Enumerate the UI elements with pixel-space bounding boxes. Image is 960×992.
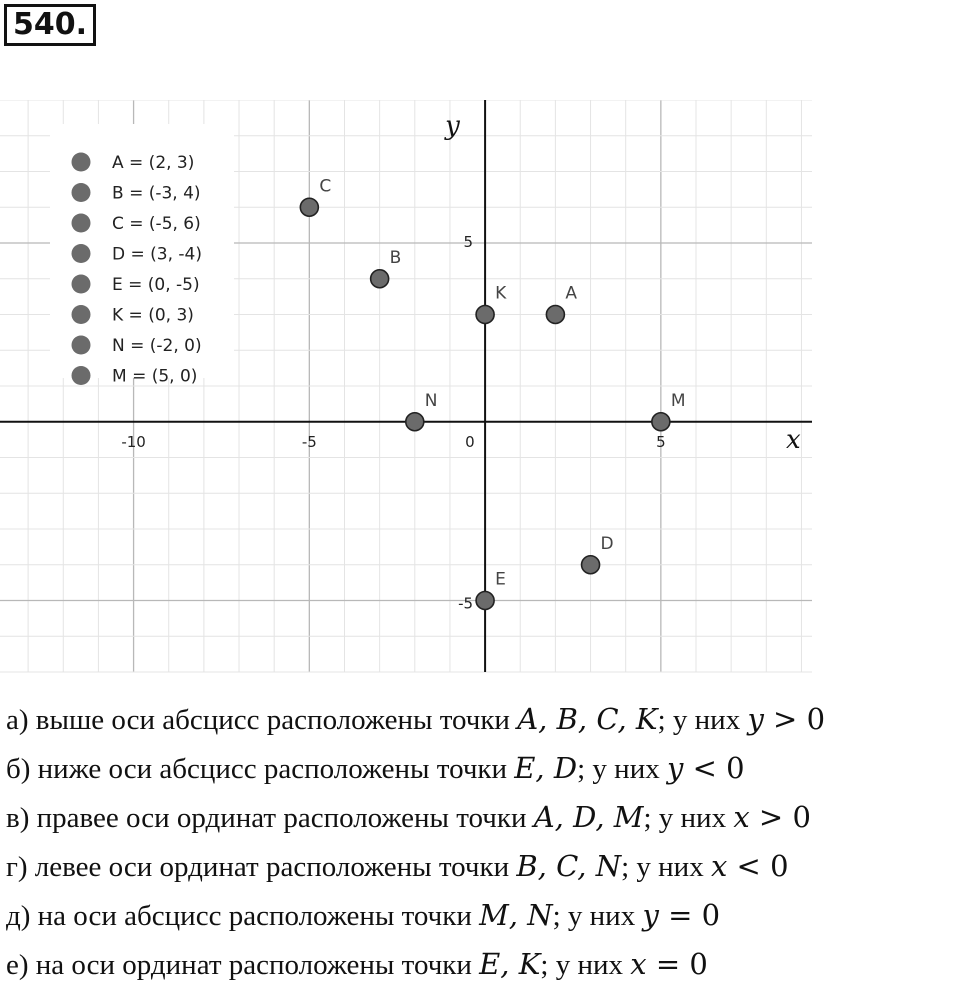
answer-text: в) правее оси ординат расположены точки: [6, 802, 534, 834]
x-tick-label: -5: [301, 432, 317, 451]
answer-operator: <: [727, 849, 771, 883]
answer-points: M, N: [479, 898, 553, 932]
y-axis-label: y: [445, 111, 460, 141]
legend-marker: [72, 275, 91, 294]
point-label: N: [424, 390, 438, 411]
legend-entry: M = (5, 0): [112, 366, 198, 387]
answer-d: [6, 842, 956, 891]
data-point-e: [476, 592, 494, 610]
x-tick-label: 0: [465, 432, 475, 451]
answer-text: е) на оси ординат расположены точки: [6, 949, 480, 981]
legend-marker: [72, 305, 91, 324]
answer-points: B, C, N: [516, 849, 622, 883]
answer-points: A, D, M: [533, 800, 644, 834]
answer-text: ; у них: [621, 851, 711, 883]
answer-value: 0: [701, 898, 721, 932]
answer-text: ; у них: [643, 802, 734, 834]
answer-text: ; у них: [577, 753, 667, 785]
legend-entry: E = (0, -5): [112, 275, 200, 295]
answer-value: 0: [770, 849, 789, 883]
point-label: C: [319, 176, 332, 197]
legend-entry: K = (0, 3): [112, 305, 194, 326]
data-point-n: [406, 413, 424, 431]
answer-points: E, K: [479, 947, 541, 981]
answer-operator: =: [646, 947, 690, 981]
answer-text: б) ниже оси абсцисс расположены точки: [6, 753, 515, 785]
answer-text: г) левее оси ординат расположены точки: [6, 851, 517, 883]
legend-marker: [72, 366, 91, 385]
answer-variable: y: [666, 751, 684, 785]
legend-marker: [72, 214, 91, 233]
answer-value: 0: [726, 751, 745, 785]
legend-entry: D = (3, -4): [112, 244, 202, 265]
point-label: M: [670, 390, 686, 411]
answers: [6, 695, 956, 989]
x-tick-label: 5: [656, 432, 666, 451]
answer-variable: y: [642, 898, 659, 932]
answer-a: [6, 695, 956, 744]
answer-operator: >: [763, 702, 807, 736]
legend-marker: [72, 336, 91, 355]
answer-variable: x: [710, 849, 728, 883]
point-label: D: [600, 533, 614, 554]
data-point-c: [300, 198, 318, 216]
data-point-k: [476, 306, 494, 324]
coordinate-plane: [0, 100, 820, 675]
legend: [50, 124, 234, 387]
answer-f: [6, 940, 956, 989]
answer-value: 0: [689, 947, 708, 981]
answer-text: ; у них: [540, 949, 631, 981]
data-point-m: [652, 413, 670, 431]
legend-marker: [72, 153, 91, 172]
answer-operator: =: [658, 898, 702, 932]
answer-points: E, D: [514, 751, 578, 785]
answer-c: [6, 793, 956, 842]
answer-variable: x: [733, 800, 750, 834]
point-label: E: [495, 569, 506, 590]
answer-variable: x: [630, 947, 647, 981]
point-label: K: [495, 283, 507, 304]
data-point-d: [582, 556, 600, 574]
answer-b: [6, 744, 956, 793]
y-tick-label: -5: [458, 594, 474, 613]
answer-variable: y: [747, 702, 764, 736]
problem-number: 540.: [4, 4, 96, 46]
legend-marker: [72, 244, 91, 263]
legend-marker: [72, 183, 91, 202]
answer-text: а) выше оси абсцисс расположены точки: [6, 704, 518, 736]
legend-entry: B = (-3, 4): [112, 183, 201, 204]
answer-value: 0: [792, 800, 811, 834]
answer-operator: >: [749, 800, 793, 834]
legend-entry: N = (-2, 0): [112, 336, 202, 356]
answer-points: A, B, C, K: [517, 702, 658, 736]
data-point-a: [546, 306, 564, 324]
answer-e: [6, 891, 956, 940]
answer-operator: <: [683, 751, 727, 785]
points: [300, 176, 685, 609]
point-label: B: [389, 247, 402, 268]
x-axis-label: x: [786, 424, 801, 455]
answer-text: д) на оси абсцисс расположены точки: [6, 900, 480, 932]
answer-text: ; у них: [657, 704, 748, 736]
legend-entry: A = (2, 3): [112, 153, 195, 173]
x-tick-label: -10: [121, 432, 146, 451]
answer-text: ; у них: [552, 900, 643, 932]
point-label: A: [565, 283, 578, 304]
data-point-b: [371, 270, 389, 288]
legend-entry: C = (-5, 6): [112, 214, 201, 234]
answer-value: 0: [806, 702, 826, 736]
y-tick-label: 5: [463, 233, 474, 251]
